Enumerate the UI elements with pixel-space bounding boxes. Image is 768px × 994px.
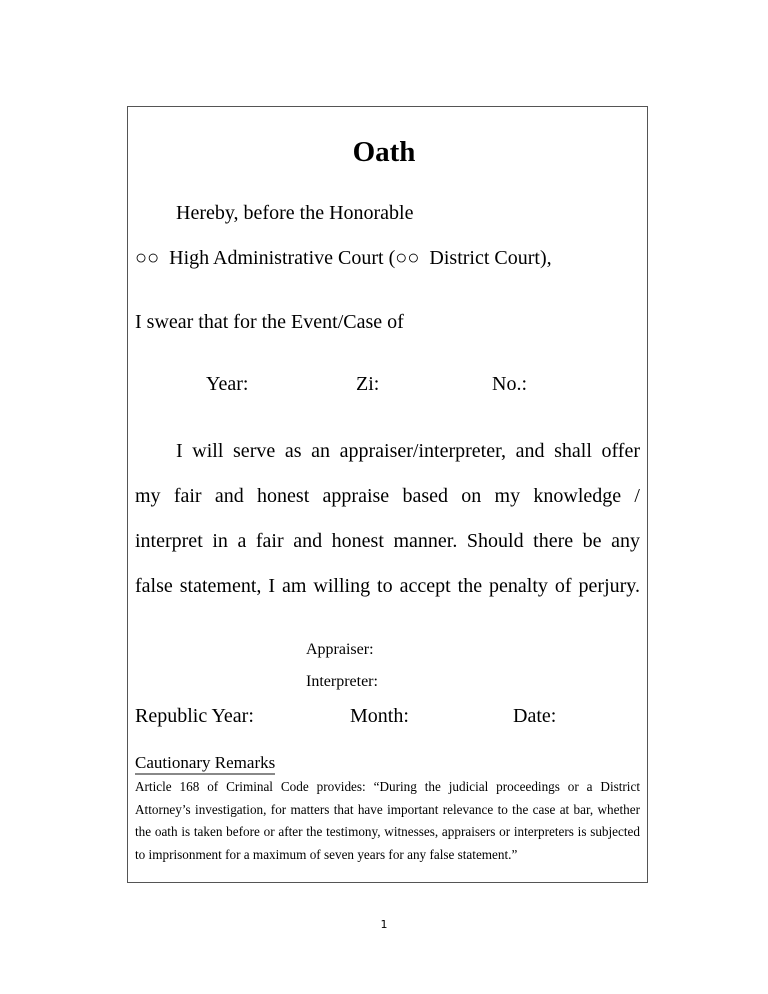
caution-heading: Cautionary Remarks [135,753,275,775]
case-intro: I swear that for the Event/Case of [135,311,404,333]
oath-paragraph-line-1 [135,429,640,474]
interpreter-label: Interpreter: [306,673,378,690]
case-year-label: Year: [206,373,249,395]
oath-line-4: false statement, I am willing to accept the penalty of perjury. [135,575,640,597]
oath-line-1: I will serve as an appraiser/interpreter, and shall offer [176,440,640,462]
oath-line-2: my fair and honest appraise based on my knowledge / [135,485,640,507]
oath-paragraph-line-2 [135,474,640,519]
month-label: Month: [350,705,409,727]
case-zi-label: Zi: [356,373,380,395]
intro-line: Hereby, before the Honorable [176,202,414,224]
page-number: 1 [380,918,388,931]
court-line: ○○ High Administrative Court (○○ District Court), [135,247,552,269]
document-title: Oath [352,136,416,168]
case-no-label: No.: [492,373,527,395]
caution-text: Article 168 of Criminal Code provides: “During the judicial proceedings or a District Attorney’s investigation, for matters that have important relevance to the case at bar, whether the oath is taken before or after the testimony, witnesses, appraisers or interpreters is subjected to imprisonment for a maximum of seven years for any false statement.” [135,779,640,862]
republic-year-label: Republic Year: [135,705,254,727]
oath-paragraph-line-4 [135,564,640,609]
oath-line-3: interpret in a fair and honest manner. Should there be any [135,530,640,552]
date-label: Date: [513,705,557,727]
oath-paragraph-line-3 [135,519,640,564]
appraiser-label: Appraiser: [306,641,374,658]
